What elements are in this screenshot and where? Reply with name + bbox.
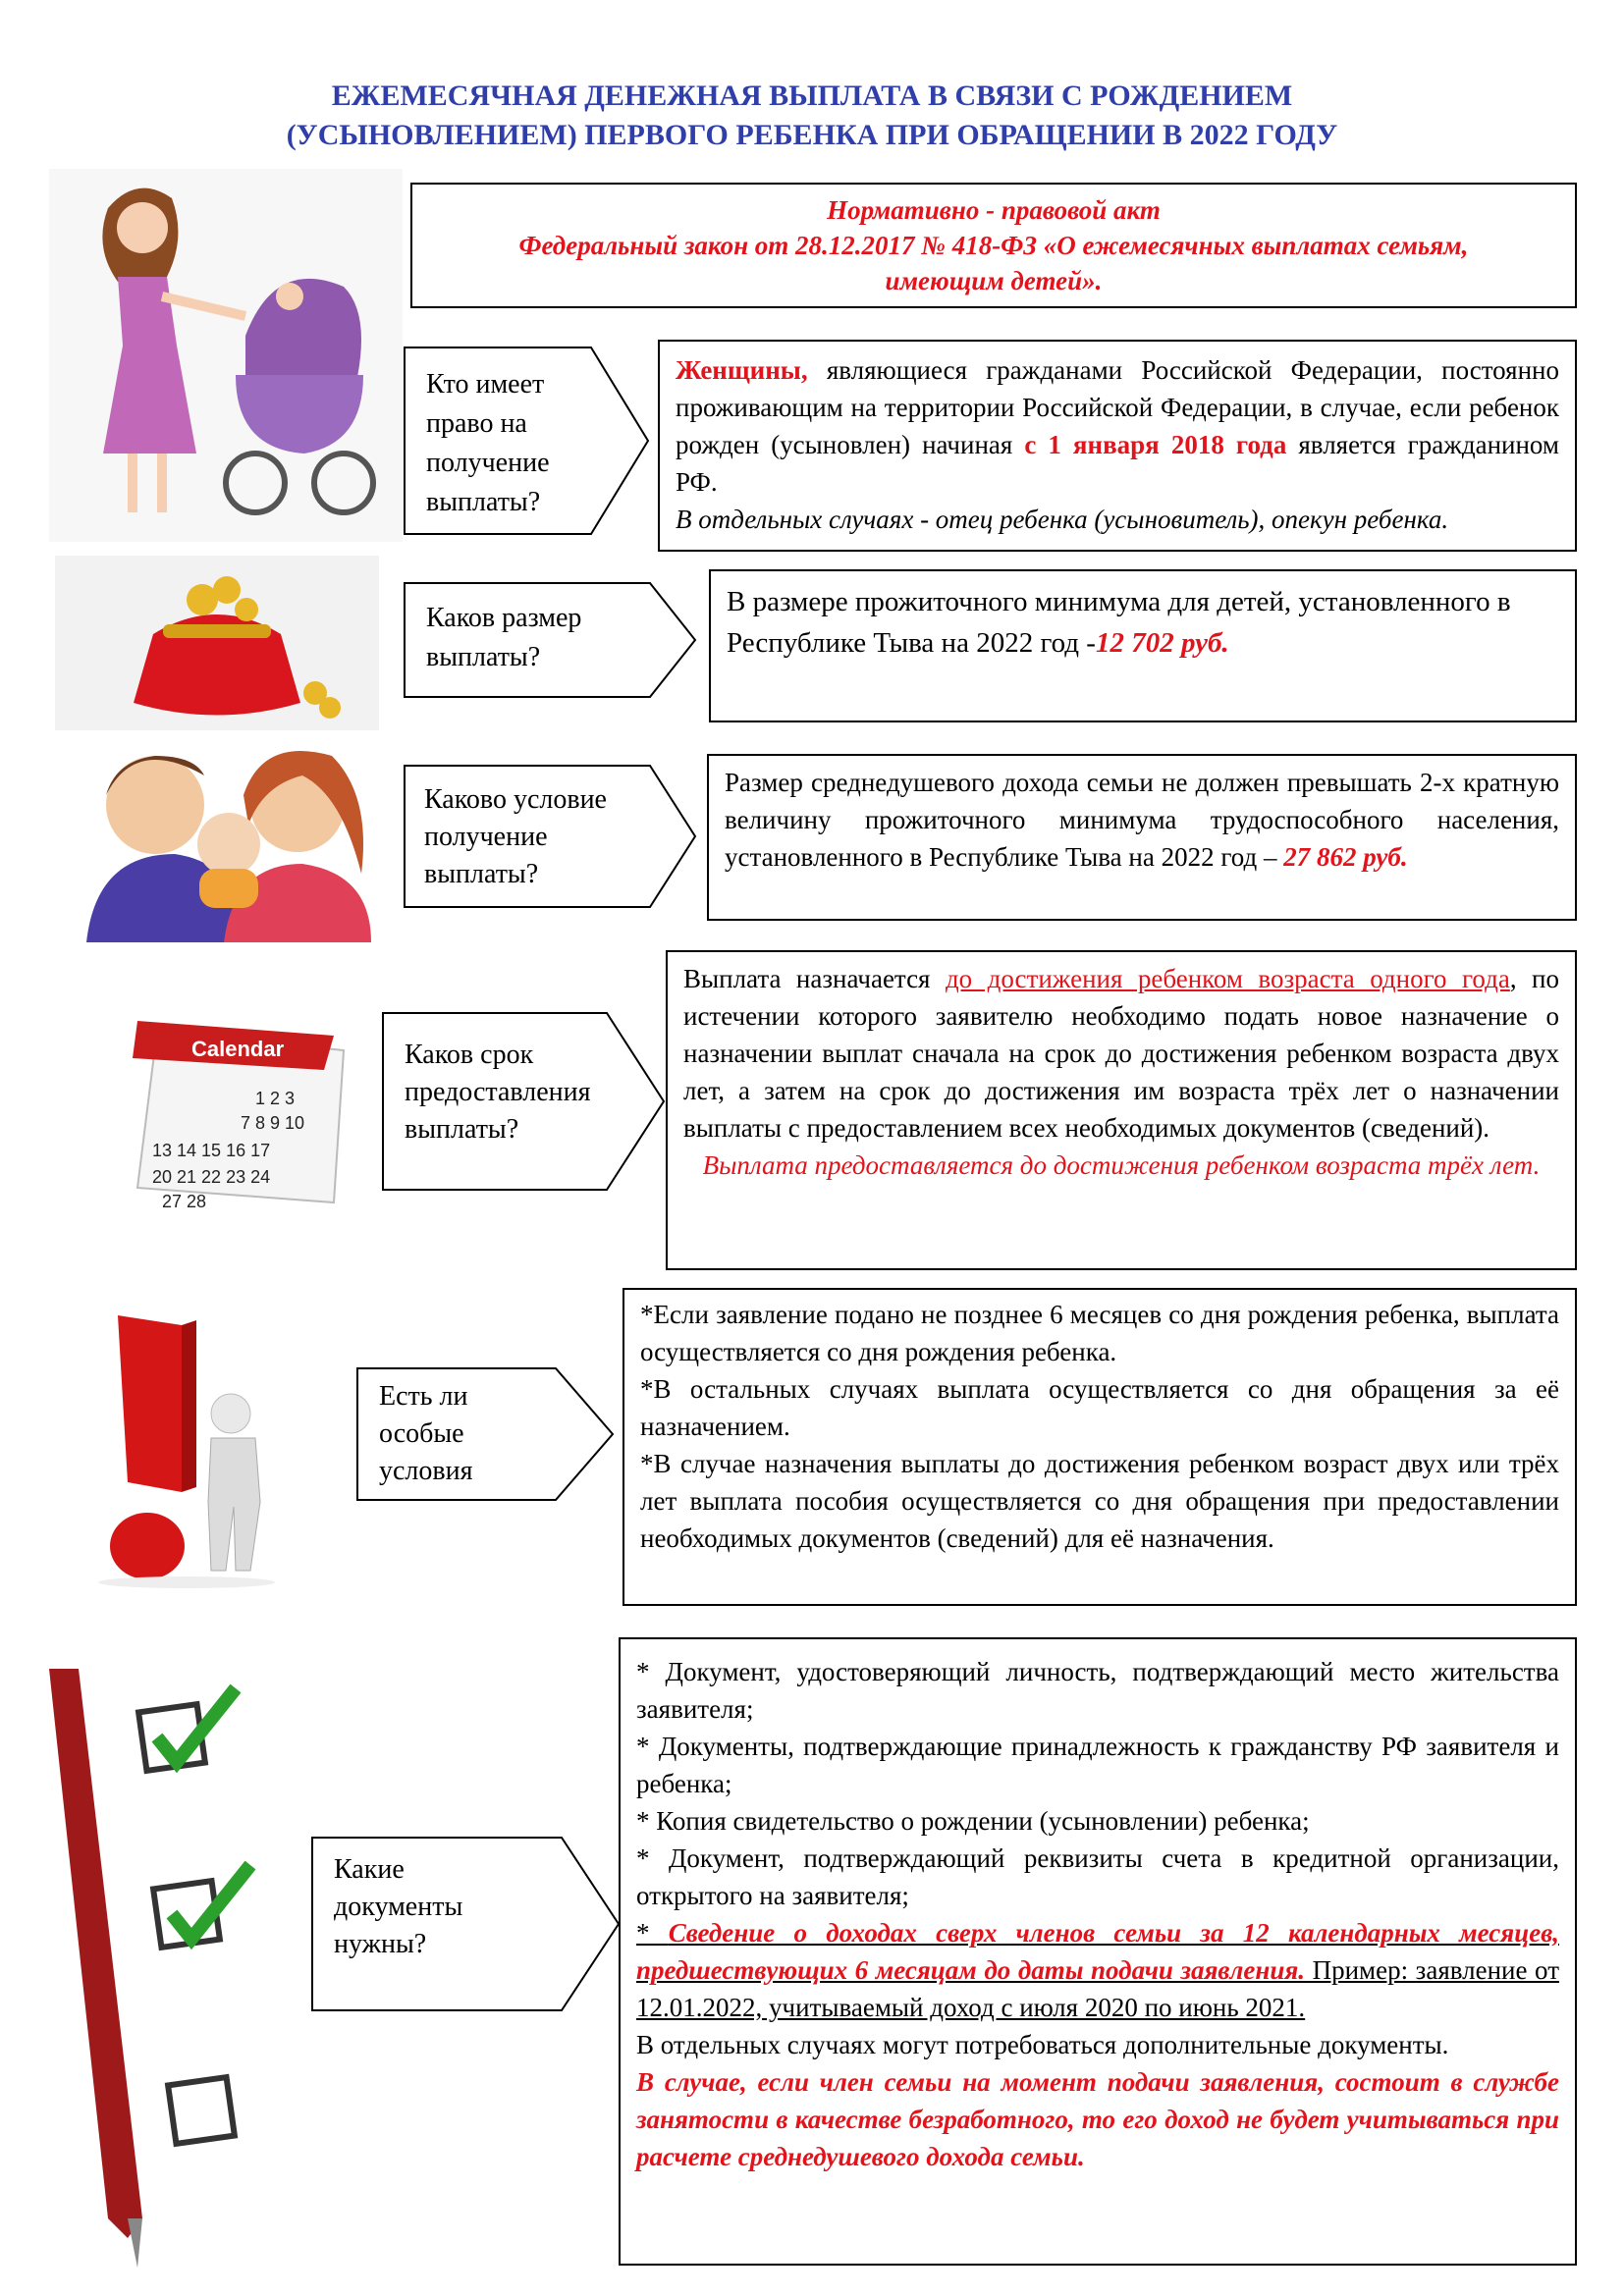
calendar-row-1: 1 2 3	[255, 1089, 296, 1108]
checklist-image	[49, 1669, 344, 2277]
answer-amount-box	[709, 569, 1577, 722]
legal-act-law-title-end: имеющим детей».	[885, 266, 1103, 295]
answer-who-note: В отдельных случаях - отец ребенка (усыновитель), опекун ребенка.	[676, 505, 1449, 534]
answer-who-women: Женщины,	[676, 355, 808, 385]
answer-term-note: Выплата предоставляется до достижения ребенком возраста трёх лет.	[702, 1150, 1541, 1180]
docs-item-4: * Документ, подтверждающий реквизиты счета в кредитной организации, открытого на заявителя;	[636, 1843, 1559, 1910]
special-item-2: *В остальных случаях выплата осуществляется со дня обращения за её назначением.	[640, 1374, 1559, 1441]
answer-who-text-2: является гражданином РФ.	[676, 430, 1559, 497]
title-line-2: (УСЫНОВЛЕНИЕМ) ПЕРВОГО РЕБЕНКА ПРИ ОБРАЩЕНИИ В 2022 ГОДУ	[286, 119, 1338, 151]
answer-condition-text: Размер среднедушевого дохода семьи не должен превышать 2-х кратную величину прожиточного минимума трудоспособного населения, установленного в Республике Тыва на 2022 год –	[725, 768, 1559, 872]
question-term: Каков срок предоставления выплаты?	[405, 1040, 591, 1145]
special-item-3: *В случае назначения выплаты до достижения ребенком возраст двух или трёх лет выплата пособия осуществляется со дня обращения при предоставлении необходимых документов (сведений) для её назначения.	[640, 1449, 1559, 1553]
family-image	[77, 736, 371, 942]
docs-item-5-example: Пример: заявление от 12.01.2022, учитываемый доход с июля 2020 по июнь 2021.	[636, 1955, 1559, 2022]
exclamation-figure-image	[88, 1306, 285, 1590]
question-special: Есть ли особые условия	[379, 1381, 473, 1486]
calendar-row-4: 20 21 22 23 24	[152, 1167, 271, 1187]
docs-item-3: * Копия свидетельство о рождении (усыновлении) ребенка;	[636, 1806, 1310, 1836]
question-amount: Каков размер выплаты?	[426, 603, 582, 672]
question-docs: Какие документы нужны?	[334, 1854, 463, 1959]
calendar-header: Calendar	[191, 1037, 285, 1061]
answer-docs-box	[619, 1637, 1577, 2266]
title-line-1: ЕЖЕМЕСЯЧНАЯ ДЕНЕЖНАЯ ВЫПЛАТА В СВЯЗИ С РОЖДЕНИЕМ	[331, 80, 1293, 112]
docs-item-5-income: Сведение о доходах сверх членов семьи за 12 календарных месяцев, предшествующих 6 месяцам до даты подачи заявления.	[636, 1918, 1560, 1985]
mother-with-stroller-image	[49, 169, 403, 542]
docs-item-6: В отдельных случаях могут потребоваться дополнительные документы.	[636, 2030, 1449, 2059]
page-title	[147, 77, 1477, 155]
question-who: Кто имеет право на получение выплаты?	[426, 369, 550, 517]
docs-item-1: * Документ, удостоверяющий личность, подтверждающий место жительства заявителя;	[636, 1657, 1559, 1724]
answer-term-box	[666, 950, 1577, 1270]
legal-act-law-title: Федеральный закон от 28.12.2017 № 418-ФЗ «О ежемесячных выплатах семьям,	[518, 231, 1469, 260]
answer-who-box	[658, 340, 1577, 552]
legal-act-box	[410, 183, 1577, 308]
calendar-image	[98, 991, 355, 1219]
special-item-1: *Если заявление подано не позднее 6 месяцев со дня рождения ребенка, выплата осуществляется со дня рождения ребенка.	[640, 1300, 1559, 1366]
answer-term-text-1: Выплата назначается	[683, 964, 946, 993]
answer-amount-text: В размере прожиточного минимума для детей, установленного в Республике Тыва на 2022 год -	[727, 586, 1511, 659]
calendar-row-2: 7 8 9 10	[241, 1113, 305, 1133]
answer-who-date: с 1 января 2018 года	[1024, 430, 1287, 459]
answer-term-text-2: , по истечении которого заявителю необходимо подать новое назначение о назначении выплат сначала на срок до достижения ребенком возраста двух лет, а затем на срок до достижения им возраста трёх лет о назначении выплаты с предоставлением всех необходимых документов (сведений).	[683, 964, 1560, 1143]
answer-term-highlight: до достижения ребенком возраста одного года	[945, 964, 1510, 993]
answer-who-text-1: являющиеся гражданами Российской Федерации, постоянно проживающим на территории Российской Федерации, в случае, если ребенок рожден (усыновлен) начиная	[676, 355, 1559, 459]
docs-item-2: * Документы, подтверждающие принадлежность к гражданству РФ заявителя и ребенка;	[636, 1732, 1559, 1798]
purse-with-coins-image	[55, 556, 379, 730]
calendar-row-5: 27 28	[162, 1192, 207, 1211]
answer-special-box	[623, 1288, 1577, 1606]
answer-condition-value: 27 862 руб.	[1283, 842, 1408, 872]
answer-condition-box	[707, 754, 1577, 921]
docs-warning: В случае, если член семьи на момент подачи заявления, состоит в службе занятости в качестве безработного, то его доход не будет учитываться при расчете среднедушевого дохода семьи.	[636, 2067, 1559, 2171]
calendar-row-3: 13 14 15 16 17	[152, 1141, 271, 1160]
docs-item-5-star: *	[636, 1918, 669, 1948]
answer-amount-value: 12 702 руб.	[1095, 627, 1229, 659]
question-condition: Каково условие получение выплаты?	[424, 784, 607, 889]
legal-act-heading: Нормативно - правовой акт	[827, 195, 1161, 225]
